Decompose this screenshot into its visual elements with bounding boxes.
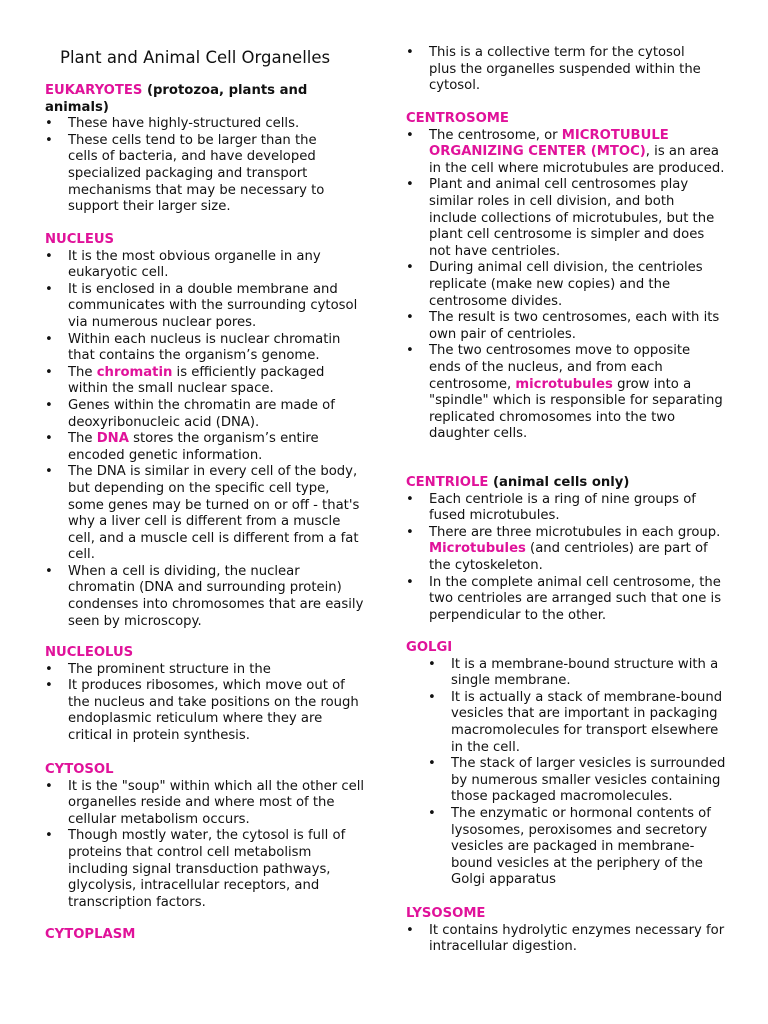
- list-item: • It is a membrane-bound structure with a single membrane.: [406, 657, 726, 690]
- list-item: • It is actually a stack of membrane-bound vesicles that are important in packaging macromolecules for transport elsewhere in the cell.: [406, 690, 726, 756]
- section-eukaryotes: [45, 83, 345, 216]
- term-microtubules-cap: Microtubules: [429, 541, 526, 557]
- term-eukaryotes: EUKARYOTES: [45, 83, 143, 98]
- section-heading: CYTOPLASM: [45, 927, 136, 942]
- term-mtoc: MICROTUBULE ORGANIZING CENTER (MTOC): [429, 127, 669, 160]
- list-item: • The enzymatic or hormonal contents of lysosomes, peroxisomes and secretory vesicles are packaged in membrane-bound vesicles at the periphery of the Golgi apparatus: [406, 806, 726, 889]
- list-item: [406, 128, 726, 178]
- section-cytosol: [45, 762, 365, 911]
- section-golgi: [406, 640, 726, 889]
- bullet-list: [406, 492, 726, 625]
- list-item: • Each centriole is a ring of nine groups of fused microtubules.: [406, 492, 726, 525]
- heading-qualifier: (protozoa, plants and animals): [45, 83, 308, 115]
- list-item: • It is the "soup" within which all the other cell organelles reside and where most of the cellular metabolism occurs.: [45, 779, 365, 829]
- section-heading: CYTOSOL: [45, 762, 114, 777]
- section-centrosome: [406, 111, 726, 443]
- text-run: The centrosome, or: [429, 127, 562, 143]
- list-item: • Genes within the chromatin are made of deoxyribonucleic acid (DNA).: [45, 398, 365, 431]
- list-item: [45, 431, 365, 464]
- list-item: • These have highly-structured cells.: [45, 116, 345, 133]
- list-item: • During animal cell division, the centrioles replicate (make new copies) and the centrosome divides.: [406, 260, 726, 310]
- bullet-list: [406, 128, 726, 443]
- section-heading: LYSOSOME: [406, 906, 486, 921]
- list-item: [406, 343, 726, 443]
- list-item: • Though mostly water, the cytosol is full of proteins that control cell metabolism including signal transduction pathways, glycolysis, intracellular receptors, and transcription factors.: [45, 828, 365, 911]
- list-item: • Plant and animal cell centrosomes play similar roles in cell division, and both include collections of microtubules, but the plant cell centrosome is simpler and does not have centrioles.: [406, 177, 726, 260]
- section-heading: GOLGI: [406, 640, 453, 655]
- list-item: • Within each nucleus is nuclear chromatin that contains the organism’s genome.: [45, 332, 365, 365]
- list-item: • The DNA is similar in every cell of the body, but depending on the specific cell type, some genes may be turned on or off - that's why a liver cell is different from a muscle cell, and a muscle cell is different from a fat cell.: [45, 464, 365, 564]
- text-run: The: [68, 431, 97, 447]
- bullet-list: [45, 779, 365, 912]
- list-item: • In the complete animal cell centrosome, the two centrioles are arranged such that one is perpendicular to the other.: [406, 575, 726, 625]
- bullet-list: [406, 45, 716, 95]
- text-run: The two centrosomes move to opposite ends of the nucleus, and from each centrosome,: [429, 343, 691, 392]
- text-run: stores the organism’s entire encoded genetic information.: [68, 431, 319, 463]
- list-item: • The result is two centrosomes, each with its own pair of centrioles.: [406, 310, 726, 343]
- section-heading: CENTROSOME: [406, 111, 509, 126]
- bullet-list: [45, 662, 365, 745]
- list-item: • It is the most obvious organelle in any eukaryotic cell.: [45, 249, 365, 282]
- list-item: • It is enclosed in a double membrane and communicates with the surrounding cytosol via numerous nuclear pores.: [45, 282, 365, 332]
- bullet-list: [406, 657, 726, 889]
- list-item: • It contains hydrolytic enzymes necessary for intracellular digestion.: [406, 923, 726, 956]
- list-item: • The stack of larger vesicles is surrounded by numerous smaller vesicles containing those packaged macromolecules.: [406, 756, 726, 806]
- list-item: • This is a collective term for the cytosol plus the organelles suspended within the cytosol.: [406, 45, 716, 95]
- section-heading: [45, 83, 345, 116]
- list-item: • These cells tend to be larger than the cells of bacteria, and have developed specialized packaging and transport mechanisms that may be necessary to support their larger size.: [45, 133, 345, 216]
- section-centriole: [406, 475, 726, 624]
- term-centriole: CENTRIOLE: [406, 475, 489, 490]
- section-cytoplasm: [45, 927, 365, 944]
- text-run: , is an area in the cell where microtubules are produced.: [429, 144, 725, 176]
- section-heading: NUCLEOLUS: [45, 645, 134, 660]
- list-item: • It produces ribosomes, which move out of the nucleus and take positions on the rough endoplasmic reticulum where they are critical in protein synthesis.: [45, 678, 365, 744]
- term-chromatin: chromatin: [96, 364, 173, 380]
- bullet-list: [45, 249, 365, 631]
- bullet-list: [45, 116, 345, 216]
- term-dna: DNA: [96, 431, 129, 447]
- list-item: [406, 525, 726, 575]
- section-nucleolus: [45, 645, 365, 745]
- section-heading: [406, 475, 726, 492]
- section-heading: NUCLEUS: [45, 232, 115, 247]
- text-run: The: [68, 364, 97, 380]
- list-item: [45, 365, 365, 398]
- list-item: • The prominent structure in the: [45, 662, 365, 679]
- section-cytoplasm-continued: [406, 45, 716, 95]
- text-run: There are three microtubules in each group.: [429, 524, 721, 540]
- section-nucleus: [45, 232, 365, 630]
- text-run: grow into a "spindle" which is responsible for separating replicated chromosomes into the two daughter cells.: [429, 376, 723, 442]
- heading-qualifier: (animal cells only): [488, 475, 630, 490]
- text-run: is efficiently packaged within the small nuclear space.: [68, 364, 325, 397]
- list-item: • When a cell is dividing, the nuclear chromatin (DNA and surrounding protein) condenses into chromosomes that are easily seen by microscopy.: [45, 564, 365, 630]
- section-lysosome: [406, 906, 726, 956]
- text-run: (and centrioles) are part of the cytoskeleton.: [429, 541, 708, 573]
- bullet-list: [406, 923, 726, 956]
- term-microtubules: microtubules: [515, 376, 613, 392]
- page-title: Plant and Animal Cell Organelles: [60, 48, 331, 67]
